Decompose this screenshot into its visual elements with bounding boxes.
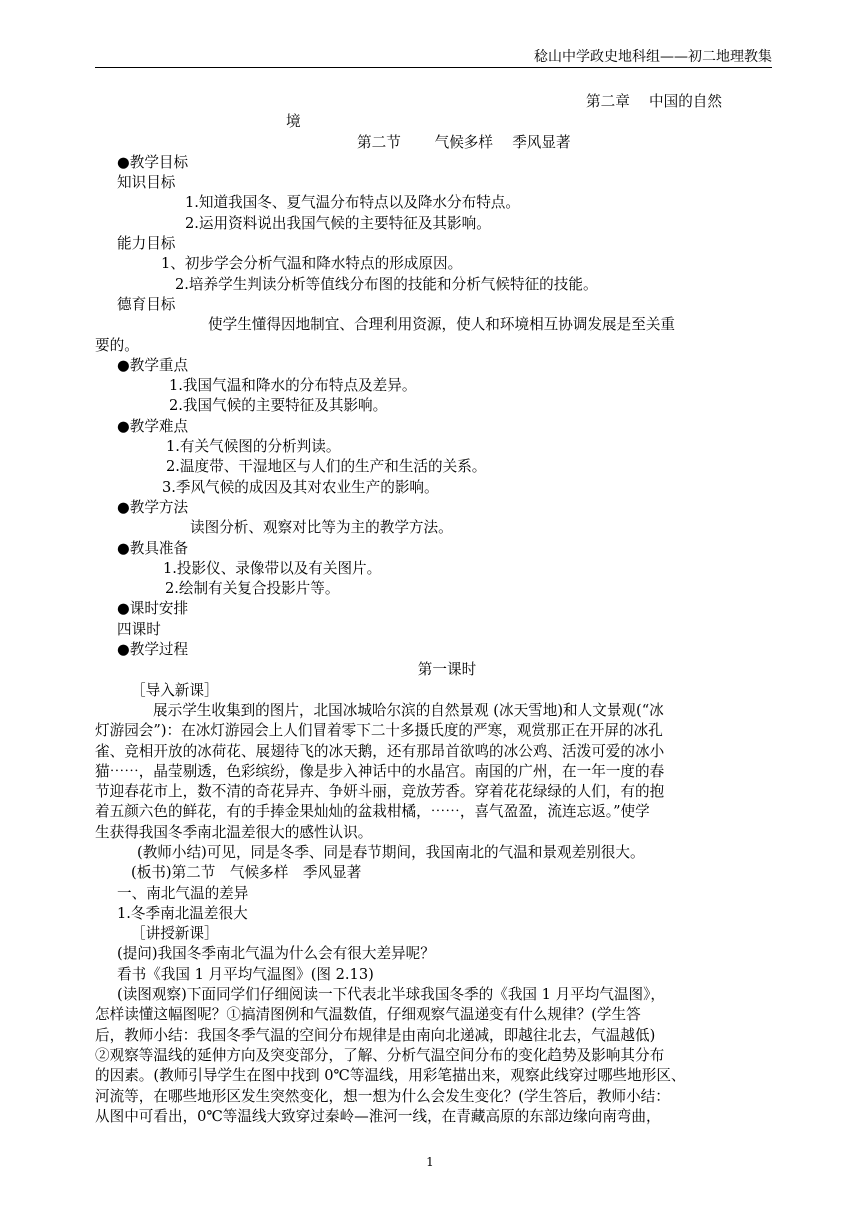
goals-heading: ●教学目标 [117, 153, 189, 171]
lesson-title: 第一课时 [417, 661, 477, 679]
question-text: (提问)我国冬季南北气温为什么会有很大差异呢？ [117, 945, 435, 963]
schedule-heading: ●课时安排 [117, 600, 189, 618]
difficulties-heading: ●教学难点 [117, 417, 189, 435]
intro-paragraph-line: 着五颜六色的鲜花，有的手捧金果灿灿的盆栽柑橘，⋯⋯，喜气盈盈，流连忘返。”使学 [95, 803, 650, 821]
key-point-item: 1.我国气温和降水的分布特点及差异。 [169, 377, 417, 395]
subheading: 一、南北气温的差异 [117, 884, 249, 902]
intro-paragraph-line: 展示学生收集到的图片，北国冰城哈尔滨的自然景观 (冰天雪地)和人文景观(“冰 [153, 701, 664, 719]
process-heading: ●教学过程 [117, 641, 189, 659]
document-body [95, 92, 777, 1127]
difficulty-item: 3.季风气候的成因及其对农业生产的影响。 [162, 478, 439, 496]
chapter-title-line1: 第二章 中国的自然 [586, 93, 722, 110]
page-number: 1 [426, 1155, 434, 1169]
moral-goal-text: 使学生懂得因地制宜、合理利用资源，使人和环境相互协调发展是至关重 [208, 316, 676, 334]
knowledge-goal-item: 2.运用资料说出我国气候的主要特征及其影响。 [185, 214, 491, 232]
ability-goal-item: 1、初步学会分析气温和降水特点的形成原因。 [161, 255, 463, 273]
intro-paragraph-line: 生获得我国冬季南北温差很大的感性认识。 [95, 823, 373, 841]
intro-tag: ［导入新课］ [131, 681, 219, 699]
intro-paragraph-line: 节迎春花市上，数不清的奇花异卉、争妍斗丽，竞放芳香。穿着花花绿绿的人们，有的抱 [95, 783, 665, 801]
methods-heading: ●教学方法 [117, 498, 189, 516]
teacher-summary: (教师小结)可见，同是冬季、同是春节期间，我国南北的气温和景观差别很大。 [137, 843, 645, 861]
observe-paragraph-line: 后，教师小结：我国冬季气温的空间分布规律是由南向北递减，即越往北去，气温越低) [95, 1026, 656, 1044]
ability-goal-title: 能力目标 [117, 235, 176, 253]
read-book-text: 看书《我国 1 月平均气温图》(图 2.13) [117, 965, 374, 983]
chapter-title-line2: 境 [286, 113, 301, 131]
knowledge-goal-item: 1.知道我国冬、夏气温分布特点以及降水分布特点。 [185, 194, 520, 212]
key-points-heading: ●教学重点 [117, 356, 189, 374]
difficulty-item: 1.有关气候图的分析判读。 [166, 438, 341, 456]
board-note: (板书)第二节 气候多样 季风显著 [131, 864, 362, 882]
observe-paragraph-line: 从图中可看出，0℃等温线大致穿过秦岭—淮河一线，在青藏高原的东部边缘向南弯曲， [95, 1107, 661, 1125]
schedule-text: 四课时 [117, 620, 161, 638]
subheading: 1.冬季南北温差很大 [117, 904, 248, 922]
moral-goal-text-cont: 要的。 [95, 336, 139, 354]
tool-item: 2.绘制有关复合投影片等。 [165, 580, 340, 598]
knowledge-goal-title: 知识目标 [117, 174, 176, 192]
observe-paragraph-line: ②观察等温线的延伸方向及突变部分，了解、分析气温空间分布的变化趋势及影响其分布 [95, 1046, 665, 1064]
lecture-tag: ［讲授新课］ [131, 925, 219, 943]
page-header: 稔山中学政史地科组——初二地理教集 [534, 49, 772, 65]
intro-paragraph-line: 猫⋯⋯，晶莹剔透，色彩缤纷，像是步入神话中的水晶宫。南国的广州，在一年一度的春 [95, 762, 665, 780]
tool-item: 1.投影仪、录像带以及有关图片。 [163, 559, 382, 577]
observe-paragraph-line: 的因素。(教师引导学生在图中找到 0℃等温线，用彩笔描出来，观察此线穿过哪些地形区、 [95, 1067, 686, 1085]
header-rule [95, 67, 772, 68]
tools-heading: ●教具准备 [117, 539, 189, 557]
difficulty-item: 2.温度带、干湿地区与人们的生产和生活的关系。 [166, 458, 487, 476]
observe-paragraph-line: 怎样读懂这幅图呢？①搞清图例和气温数值，仔细观察气温递变有什么规律？(学生答 [95, 1006, 641, 1024]
observe-paragraph-line: (读图观察)下面同学们仔细阅读一下代表北半球我国冬季的《我国 1 月平均气温图》， [117, 986, 666, 1004]
intro-paragraph-line: 灯游园会”)：在冰灯游园会上人们冒着零下二十多摄氏度的严寒，观赏那正在开屏的冰孔 [95, 722, 663, 740]
section-title: 第二节 气候多样 季风显著 [357, 133, 571, 151]
intro-paragraph-line: 雀、竞相开放的冰荷花、展翅待飞的冰天鹅，还有那昂首欲鸣的冰公鸡、活泼可爱的冰小 [95, 742, 665, 760]
ability-goal-item: 2.培养学生判读分析等值线分布图的技能和分析气候特征的技能。 [175, 275, 598, 293]
methods-text: 读图分析、观察对比等为主的教学方法。 [190, 519, 453, 537]
observe-paragraph-line: 河流等，在哪些地形区发生突然变化，想一想为什么会发生变化？(学生答后，教师小结： [95, 1087, 670, 1105]
key-point-item: 2.我国气候的主要特征及其影响。 [169, 397, 388, 415]
moral-goal-title: 德育目标 [117, 295, 176, 313]
